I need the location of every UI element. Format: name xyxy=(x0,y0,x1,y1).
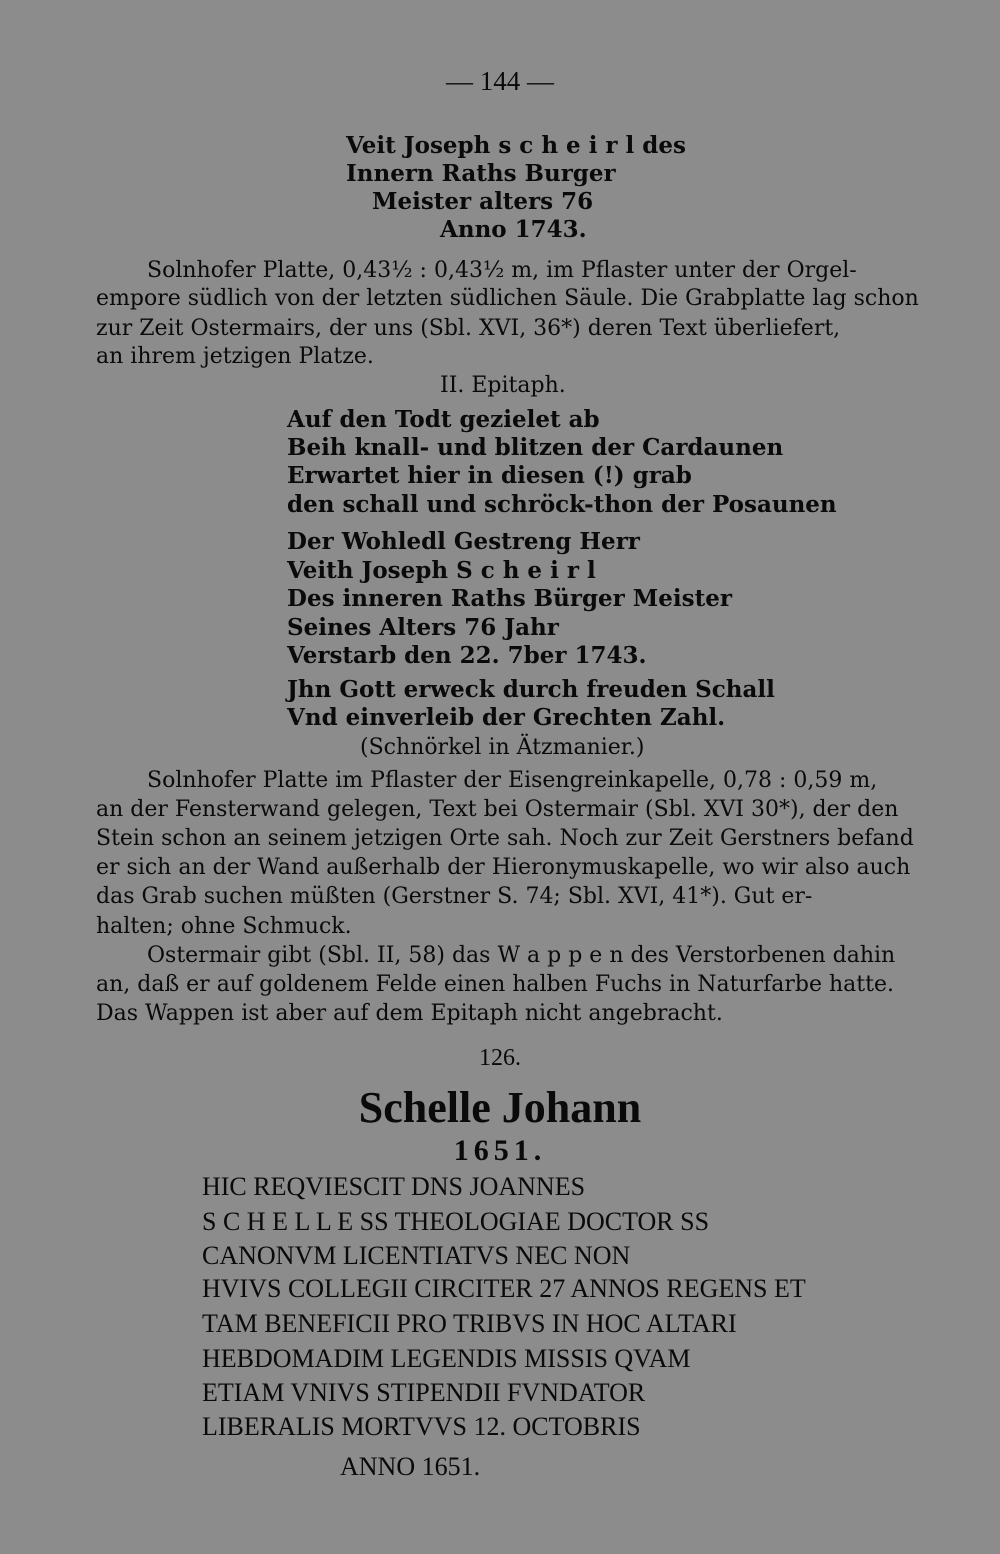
paragraph-line: Ostermair gibt (Sbl. II, 58) das W a p p e n des Verstorbenen dahin xyxy=(147,943,896,968)
epitaph-line: Jhn Gott erweck durch freuden Schall xyxy=(287,676,775,703)
epitaph-line: den schall und schröck-thon der Posaunen xyxy=(287,491,837,518)
latin-line: HEBDOMADIM LEGENDIS MISSIS QVAM xyxy=(202,1344,691,1373)
epitaph-line: Verstarb den 22. 7ber 1743. xyxy=(287,642,647,669)
epitaph-line: Erwartet hier in diesen (!) grab xyxy=(287,462,692,489)
paragraph-line: Solnhofer Platte, 0,43½ : 0,43½ m, im Pflaster unter der Orgel- xyxy=(147,258,857,283)
epitaph-line: Des inneren Raths Bürger Meister xyxy=(287,585,732,612)
paragraph-line: Das Wappen ist aber auf dem Epitaph nicht angebracht. xyxy=(96,1001,723,1026)
epitaph-line: Veith Joseph S c h e i r l xyxy=(287,557,596,584)
paragraph-line: Stein schon an seinem jetzigen Orte sah. Noch zur Zeit Gerstners befand xyxy=(96,826,914,851)
paragraph-line: an ihrem jetzigen Platze. xyxy=(96,344,374,369)
paragraph-line: an der Fensterwand gelegen, Text bei Ostermair (Sbl. XVI 30*), der den xyxy=(96,797,899,822)
inscription-line: Innern Raths Burger xyxy=(346,160,616,187)
epitaph-heading: II. Epitaph. xyxy=(440,373,566,398)
epitaph-line: Seines Alters 76 Jahr xyxy=(287,614,559,641)
paragraph-line: Solnhofer Platte im Pflaster der Eisengreinkapelle, 0,78 : 0,59 m, xyxy=(147,768,878,793)
paragraph-line: er sich an der Wand außerhalb der Hieronymuskapelle, wo wir also auch xyxy=(96,855,911,880)
paragraph-line: das Grab suchen müßten (Gerstner S. 74; Sbl. XVI, 41*). Gut er- xyxy=(96,884,813,909)
latin-line: S C H E L L E SS THEOLOGIAE DOCTOR SS xyxy=(202,1207,710,1236)
page-number: — 144 — xyxy=(446,66,554,96)
latin-line: ETIAM VNIVS STIPENDII FVNDATOR xyxy=(202,1378,646,1407)
paragraph-line: empore südlich von der letzten südlichen Säule. Die Grabplatte lag schon xyxy=(96,286,919,311)
latin-line: LIBERALIS MORTVVS 12. OCTOBRIS xyxy=(202,1412,641,1441)
inscription-line: Meister alters 76 xyxy=(372,188,594,215)
epitaph-line: Der Wohledl Gestreng Herr xyxy=(287,528,640,555)
latin-line: CANONVM LICENTIATVS NEC NON xyxy=(202,1241,631,1270)
epitaph-line: Auf den Todt gezielet ab xyxy=(287,406,600,433)
entry-number: 126. xyxy=(479,1045,521,1071)
entry-year: 1651. xyxy=(453,1134,547,1167)
paragraph-line: halten; ohne Schmuck. xyxy=(96,914,352,939)
inscription-line: Veit Joseph s c h e i r l des xyxy=(346,132,686,159)
latin-line: HVIVS COLLEGII CIRCITER 27 ANNOS REGENS ET xyxy=(202,1274,806,1303)
epitaph-line: Beih knall- und blitzen der Cardaunen xyxy=(287,434,784,461)
latin-line: TAM BENEFICII PRO TRIBVS IN HOC ALTARI xyxy=(202,1309,737,1338)
inscription-line: Anno 1743. xyxy=(440,216,587,243)
latin-line: HIC REQVIESCIT DNS JOANNES xyxy=(202,1172,586,1201)
paragraph-line: an, daß er auf goldenem Felde einen halben Fuchs in Naturfarbe hatte. xyxy=(96,972,894,997)
latin-line: ANNO 1651. xyxy=(340,1452,481,1481)
epitaph-line: Vnd einverleib der Grechten Zahl. xyxy=(287,704,726,731)
paragraph-line: zur Zeit Ostermairs, der uns (Sbl. XVI, 36*) deren Text überliefert, xyxy=(96,316,841,341)
entry-name: Schelle Johann xyxy=(358,1083,642,1132)
epitaph-note: (Schnörkel in Ätzmanier.) xyxy=(360,735,645,760)
